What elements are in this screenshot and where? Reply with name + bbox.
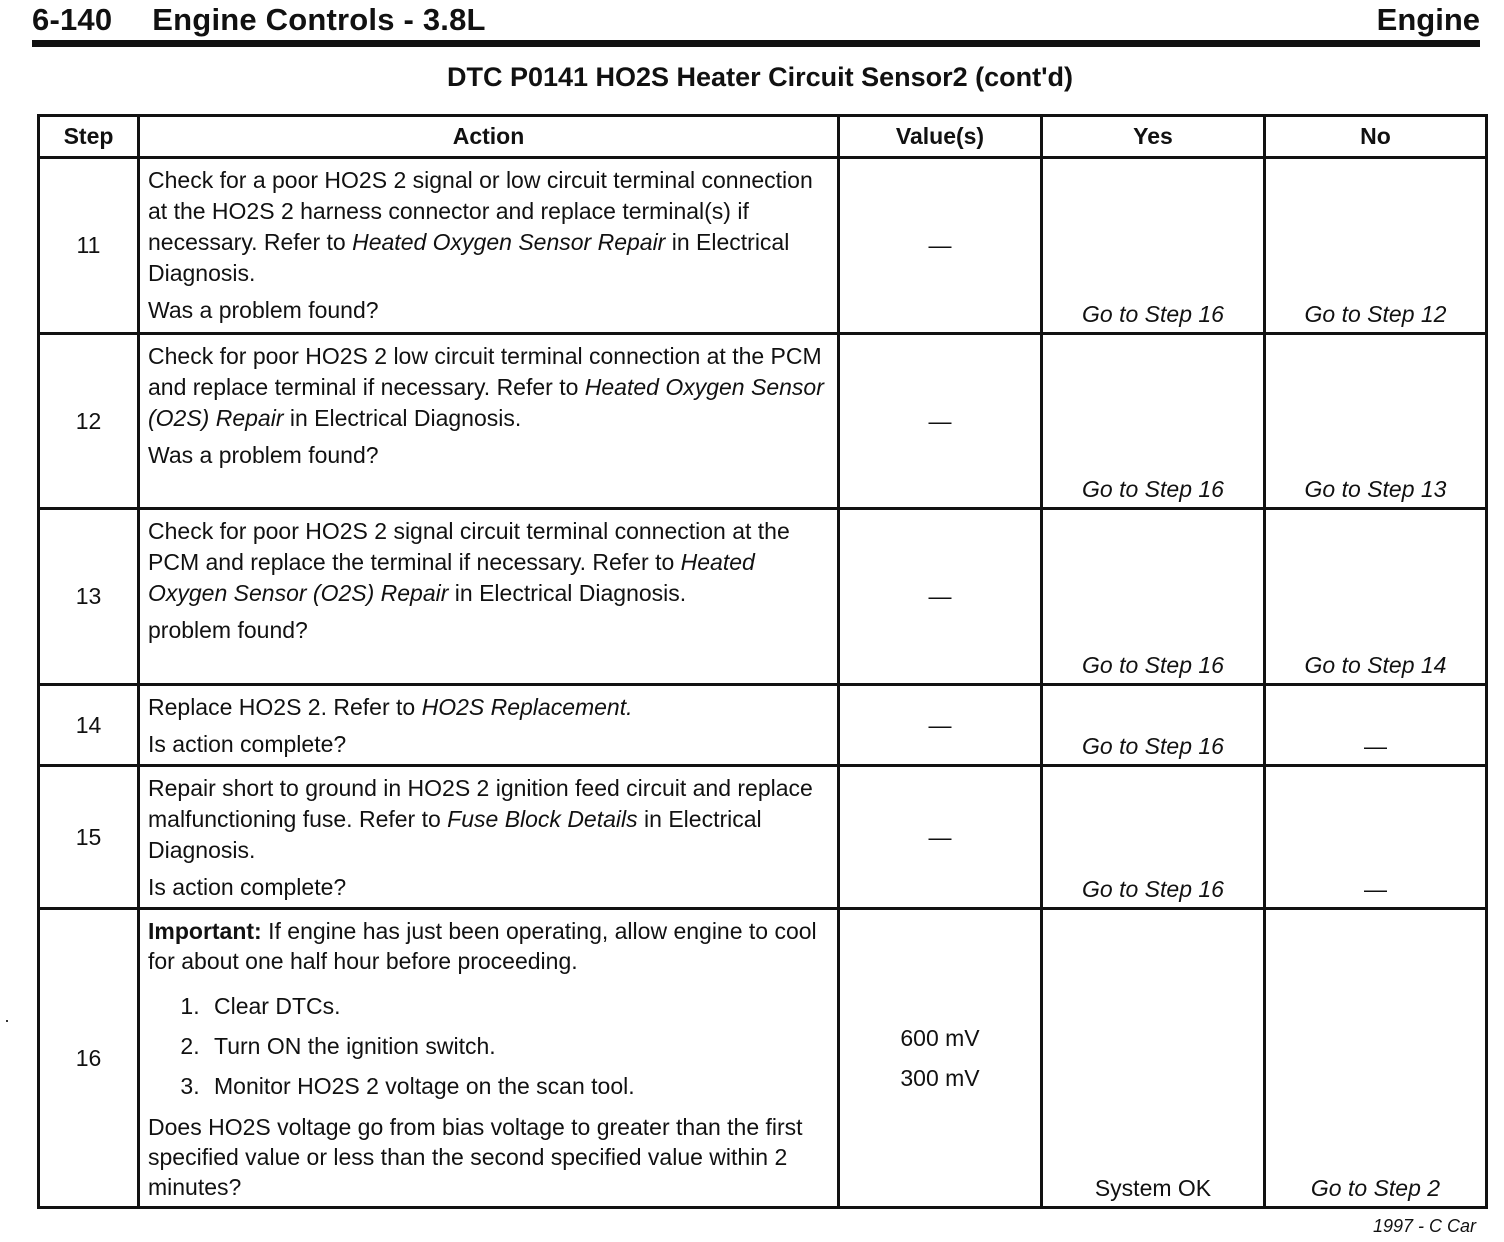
step-number: 14: [39, 685, 139, 766]
step-number: 11: [39, 158, 139, 334]
action-pre: Replace HO2S 2. Refer to: [148, 694, 422, 720]
action-reference: HO2S Replacement.: [421, 694, 633, 720]
action-post: in Electrical Diagnosis.: [448, 580, 687, 606]
section-title: Engine Controls - 3.8L: [152, 2, 486, 37]
substep-list: [148, 986, 831, 1106]
action-question: Was a problem found?: [148, 297, 379, 323]
no-cell: Go to Step 2: [1265, 909, 1487, 1208]
step-number: 13: [39, 509, 139, 685]
table-row: [39, 158, 1487, 334]
value-cell: —: [839, 334, 1042, 509]
col-header-action: Action: [139, 116, 839, 158]
yes-cell: System OK: [1042, 909, 1265, 1208]
action-question: Is action complete?: [148, 731, 347, 757]
action-cell: [139, 509, 839, 685]
step-number: 16: [39, 909, 139, 1208]
action-question: Is action complete?: [148, 874, 347, 900]
important-note: [148, 916, 831, 976]
value-cell: —: [839, 685, 1042, 766]
list-item: 3. Monitor HO2S 2 voltage on the scan tool.: [206, 1066, 831, 1106]
no-cell: —: [1265, 685, 1487, 766]
important-label: Important:: [148, 918, 262, 944]
category-label: Engine: [1376, 2, 1480, 37]
important-text: If engine has just been operating, allow engine to cool for about one half hour before proceeding.: [148, 918, 817, 974]
table-title: DTC P0141 HO2S Heater Circuit Sensor2 (cont'd): [446, 62, 1074, 92]
action-post: in Electrical Diagnosis.: [148, 229, 790, 286]
yes-cell: Go to Step 16: [1042, 685, 1265, 766]
header-rule: [32, 40, 1480, 47]
table-row: [39, 685, 1487, 766]
value-cell: —: [839, 766, 1042, 909]
action-text: [148, 692, 831, 723]
action-reference: Fuse Block Details: [447, 806, 638, 832]
list-item: 1. Clear DTCs.: [206, 986, 831, 1026]
action-question: Does HO2S voltage go from bias voltage to greater than the first specified value or less than the second specified value within 2 minutes?: [148, 1114, 803, 1200]
action-cell: [139, 909, 839, 1208]
action-pre: Check for poor HO2S 2 low circuit terminal connection at the PCM and replace terminal if necessary. Refer to: [148, 343, 822, 400]
value-cell: —: [839, 158, 1042, 334]
no-cell: Go to Step 14: [1265, 509, 1487, 685]
yes-cell: Go to Step 16: [1042, 766, 1265, 909]
col-header-no: No: [1265, 116, 1487, 158]
action-text: [148, 165, 831, 289]
action-post: in Electrical Diagnosis.: [148, 806, 762, 863]
value-cell: [839, 909, 1042, 1208]
table-row: [39, 766, 1487, 909]
action-pre: Check for a poor HO2S 2 signal or low circuit terminal connection at the HO2S 2 harness connector and replace terminal(s) if necessary. Refer to: [148, 167, 813, 255]
no-cell: —: [1265, 766, 1487, 909]
footer-label: 1997 - C Car: [1372, 1216, 1476, 1236]
table-row: [39, 909, 1487, 1208]
action-reference: Heated Oxygen Sensor (O2S) Repair: [148, 549, 755, 606]
table-header-row: [39, 116, 1487, 158]
action-pre: Check for poor HO2S 2 signal circuit terminal connection at the PCM and replace the terminal if necessary. Refer to: [148, 518, 790, 575]
col-header-yes: Yes: [1042, 116, 1265, 158]
value-list: [840, 1018, 1040, 1098]
table-row: [39, 509, 1487, 685]
action-reference: Heated Oxygen Sensor (O2S) Repair: [148, 374, 824, 431]
action-post: in Electrical Diagnosis.: [283, 405, 522, 431]
yes-cell: Go to Step 16: [1042, 509, 1265, 685]
action-question: Was a problem found?: [148, 442, 379, 468]
yes-cell: Go to Step 16: [1042, 334, 1265, 509]
value-cell: —: [839, 509, 1042, 685]
list-item: 2. Turn ON the ignition switch.: [206, 1026, 831, 1066]
action-cell: [139, 158, 839, 334]
action-reference: Heated Oxygen Sensor Repair: [352, 229, 666, 255]
page-number: 6-140: [32, 2, 113, 37]
action-text: [148, 773, 831, 866]
action-question: problem found?: [148, 617, 308, 643]
page-header: [32, 2, 1480, 40]
value-item: 300 mV: [900, 1065, 980, 1091]
value-item: 600 mV: [900, 1025, 980, 1051]
action-text: [148, 341, 831, 434]
no-cell: Go to Step 12: [1265, 158, 1487, 334]
no-cell: Go to Step 13: [1265, 334, 1487, 509]
col-header-step: Step: [39, 116, 139, 158]
scan-speck: [6, 1020, 8, 1022]
action-cell: [139, 334, 839, 509]
table-row: [39, 334, 1487, 509]
action-pre: Repair short to ground in HO2S 2 ignition feed circuit and replace malfunctioning fuse. Refer to: [148, 775, 813, 832]
action-text: [148, 516, 831, 609]
action-cell: [139, 685, 839, 766]
col-header-values: Value(s): [839, 116, 1042, 158]
step-number: 12: [39, 334, 139, 509]
action-cell: [139, 766, 839, 909]
step-number: 15: [39, 766, 139, 909]
yes-cell: Go to Step 16: [1042, 158, 1265, 334]
header-left: [32, 2, 486, 38]
diagnostic-table: [37, 114, 1488, 1209]
